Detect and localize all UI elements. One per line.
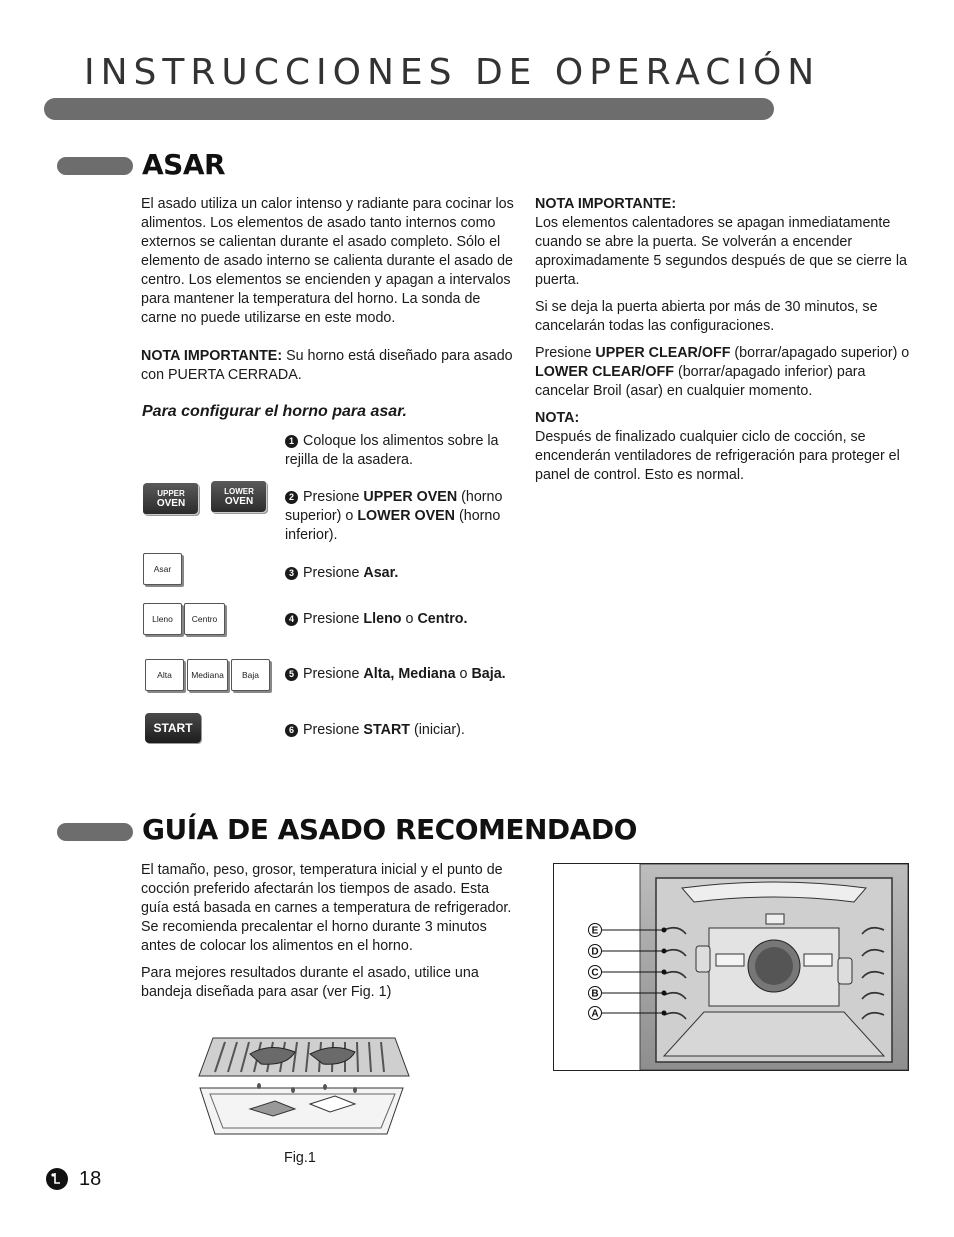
step-6 [285, 721, 515, 740]
rack-label-b: B [591, 988, 599, 1000]
alta-button[interactable]: Alta [145, 659, 184, 691]
mediana-button[interactable]: Mediana [187, 659, 228, 691]
text-run: (borrar/apagado superior) o [730, 345, 910, 361]
text-run: UPPER OVEN [363, 489, 458, 505]
text-run: Presione [303, 666, 364, 682]
step-number-icon: 5 [285, 668, 298, 681]
broil-important-note [141, 347, 516, 385]
text-run: START [363, 722, 410, 738]
lower-oven-label-top: LOWER [224, 487, 254, 496]
text-run: o [401, 611, 418, 627]
figure-caption: Fig.1 [284, 1150, 316, 1166]
important-note-label: NOTA IMPORTANTE: [535, 196, 677, 212]
lleno-button[interactable]: Lleno [143, 603, 182, 635]
right-note-label [535, 195, 915, 214]
page-title: INSTRUCCIONES DE OPERACIÓN [84, 52, 821, 93]
nota-text: Después de finalizado cualquier ciclo de cocción, se encenderán ventiladores de refrigeración para proteger el panel de control. Esto es normal. [535, 429, 900, 483]
text-run: Presione [303, 565, 364, 581]
baja-button[interactable]: Baja [231, 659, 270, 691]
note-text: Su horno está diseñado para asado con PUERTA CERRADA. [141, 348, 513, 383]
nota-label: NOTA: [535, 410, 580, 426]
text-run: Baja. [471, 666, 506, 682]
guide-text [141, 861, 516, 1002]
rack-label-a: A [591, 1008, 599, 1020]
step-number-icon: 1 [285, 435, 298, 448]
text-run: Centro. [417, 611, 468, 627]
lower-oven-button[interactable] [211, 481, 267, 513]
oven-interior-illustration [554, 864, 908, 1070]
step-5 [285, 665, 520, 684]
step-number-icon: 2 [285, 491, 298, 504]
section-pill [57, 823, 133, 841]
broil-right-notes [535, 195, 915, 485]
text-run: Presione [303, 722, 364, 738]
rack-label-d: D [591, 946, 599, 958]
text-run: LOWER OVEN [357, 508, 456, 524]
step-number-icon: 6 [285, 724, 298, 737]
text-run: o [455, 666, 472, 682]
broil-intro-text: El asado utiliza un calor intenso y radiante para cocinar los alimentos. Los elementos de asado tanto internos como externos se calientan durante el asado completo. Sólo el elemento de asado interno se calienta durante el asado de centro. Los elementos se encienden y apagan a intervalos para mantener la temperatura del horno. La sonda de carne no puede utilizarse en este modo. [141, 196, 514, 326]
cancel-text [535, 344, 915, 401]
text-run: Presione [303, 489, 364, 505]
text-run: Presione [535, 345, 596, 361]
text-run: (horno superior) o [285, 489, 503, 524]
page-number: 18 [79, 1168, 102, 1190]
title-bar [44, 98, 774, 120]
text-run: Lleno [363, 611, 402, 627]
centro-button[interactable]: Centro [184, 603, 225, 635]
text-run: UPPER CLEAR/OFF [595, 345, 731, 361]
upper-oven-button[interactable] [143, 483, 199, 515]
step-3 [285, 564, 515, 583]
upper-oven-label-top: UPPER [157, 489, 185, 498]
start-button[interactable]: START [145, 713, 201, 743]
rack-label-c: C [591, 967, 599, 979]
lower-oven-label-bottom: OVEN [224, 496, 254, 507]
rack-label-e: E [591, 925, 599, 937]
section-title-asar: ASAR [142, 148, 226, 181]
step-number-icon: 4 [285, 613, 298, 626]
section-title-guide: GUÍA DE ASADO RECOMENDADO [142, 813, 637, 846]
text-run: (borrar/apagado inferior) para cancelar Broil (asar) en cualquier momento. [535, 364, 866, 399]
section-pill [57, 157, 133, 175]
guide-paragraph-2: Para mejores resultados durante el asado, utilice una bandeja diseñada para asar (ver Fig. 1) [141, 965, 479, 1000]
step-2 [285, 488, 520, 545]
step-1 [285, 432, 515, 470]
oven-rack-diagram [553, 863, 909, 1071]
broil-intro [141, 195, 516, 385]
broil-pan-illustration [195, 1034, 411, 1136]
step-4 [285, 610, 515, 629]
lg-logo-icon [45, 1167, 69, 1191]
guide-paragraph-1: El tamaño, peso, grosor, temperatura inicial y el punto de cocción preferido afectarán los tiempos de asado. Esta guía está basada en carnes a temperatura de refrigerador. Se recomienda precalentar el horno durante 3 minutos antes de colocar los alimentos en el horno. [141, 862, 512, 954]
nota-label-line [535, 409, 915, 428]
text-run: LOWER CLEAR/OFF [535, 364, 674, 380]
door-open-text: Si se deja la puerta abierta por más de 30 minutos, se cancelarán todas las configuraciones. [535, 299, 878, 334]
text-run: Presione [303, 611, 364, 627]
text-run: Coloque los alimentos sobre la rejilla de la asadera. [285, 433, 499, 468]
asar-button[interactable]: Asar [143, 553, 182, 585]
text-run: Asar. [363, 565, 399, 581]
upper-oven-label-bottom: OVEN [156, 498, 186, 509]
text-run: (iniciar). [410, 722, 465, 738]
note-label: NOTA IMPORTANTE: [141, 348, 283, 364]
right-note-text: Los elementos calentadores se apagan inmediatamente cuando se abre la puerta. Se volverán a encender aproximadamente 5 segundos después de que se cierre la puerta. [535, 215, 907, 288]
text-run: (horno inferior). [285, 508, 501, 543]
steps-subheading: Para configurar el horno para asar. [142, 403, 407, 420]
text-run: Alta, Mediana [363, 666, 456, 682]
step-number-icon: 3 [285, 567, 298, 580]
